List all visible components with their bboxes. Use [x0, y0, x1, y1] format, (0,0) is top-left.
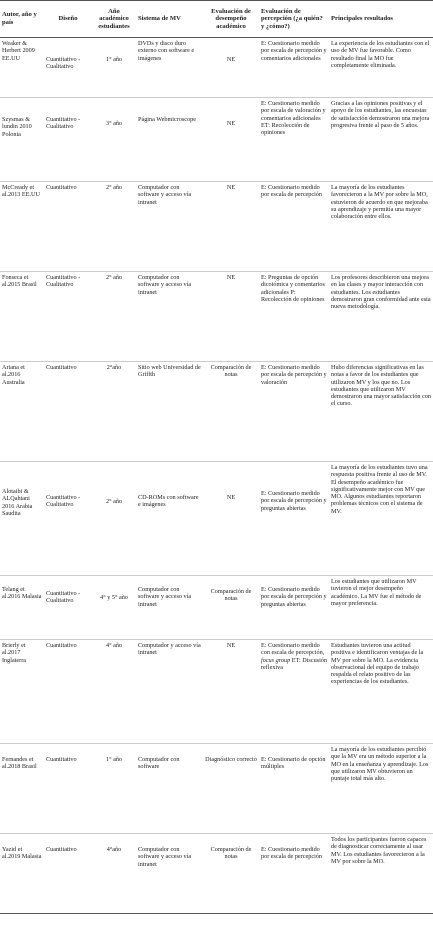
cell-results: Estudiantes tuvieron una actitud positiva e identificaron ventajas de la MV por sobre la MO. La evidencia observacional del equipo de trabajo respalda el relato positivo de las experiencias de los estudiantes. — [331, 642, 424, 686]
cell-system: Sitio web Universidad de Griffth — [138, 364, 201, 379]
cell-year: 2° año — [105, 274, 123, 281]
cell-year: 3° año — [105, 120, 123, 127]
header-system: Sistema de MV — [136, 1, 203, 38]
cell-design: Cuantitativo -Cualitativo — [46, 56, 81, 71]
cell-design: Cuantitativo -Cualitativo — [46, 116, 81, 131]
cell-author: Fernandes et al.2018 Brasil — [2, 756, 37, 771]
perception-focus-group: focus group — [261, 656, 291, 664]
cell-perception: E: Cuestionario medido por escala de percepción y preguntas abiertas — [261, 490, 327, 512]
cell-design: Cuantitativo -Cualitativo — [46, 494, 81, 509]
cell-perception: E: Cuestionario de opción múltiples — [261, 756, 326, 771]
cell-design: Cuantitativo — [46, 364, 77, 371]
cell-design: Cuantitativo — [46, 846, 77, 853]
cell-performance: Comparación de notas — [210, 846, 252, 861]
cell-results: Los profesores describieron una mejora en las clases y mayor interacción con estudiantes. Los estudiantes demostraron gran conformidad ante esta nueva metodología. — [331, 274, 431, 311]
cell-perception: E: Cuestionario medido por escala de valoración y comentarios adicionales ET: Recolección de opiniones — [261, 100, 326, 137]
table-row — [0, 362, 433, 462]
header-design: Diseño — [44, 1, 92, 38]
cell-system: Página Webmicroscope — [138, 116, 196, 123]
cell-system: Computador con software y acceso vía intranet — [138, 184, 192, 206]
cell-perception: E: Preguntas de opción dicotómica y comentarios adicionales P: Recolección de opiniones — [261, 274, 325, 303]
cell-design: Cuantitativo — [46, 642, 77, 649]
cell-system: Computador con software y acceso vía intranet — [138, 846, 192, 868]
header-author: Autor, año y país — [0, 1, 44, 38]
cell-performance: NE — [226, 184, 236, 191]
cell-perception: E: Cuestionario medido por escala de percepción y preguntas abiertas — [261, 586, 327, 608]
cell-design: Cuantitativo — [46, 756, 77, 763]
cell-results: La mayoría de los estudiantes tuvo una respuesta positiva frente al uso de MV. El desempeño académico fue significativamente mejor con MV que MO. Algunos estudiantes reportaron problemas técnicos con el sistema de MV. — [331, 464, 428, 515]
cell-system: Computador con software y acceso vía intranet — [138, 586, 192, 608]
cell-results: Gracias a las opiniones positivas y el apoyo de los estudiantes, las encuestas de satisfacción demostraron una mejora progresiva frente al paso de 5 años. — [331, 100, 430, 129]
cell-perception — [259, 640, 329, 744]
table-row — [0, 182, 433, 272]
cell-author: Ariana et al.2016 Australia — [2, 364, 25, 386]
perception-text: E: Cuestionario medido con escala de percepción, — [261, 642, 325, 657]
header-year: Año académico estudiantes — [92, 1, 136, 38]
cell-results: La experiencia de los estudiantes con el uso de MV fue favorable. Como resultado final la MO fue completamente eliminada. — [331, 40, 430, 69]
cell-perception: E: Cuestionario medido por escala de percepción y valoración — [261, 364, 327, 386]
cell-results: La mayoría de los estudiantes favorecieron a la MV por sobre la MO, estuvieron de acuerdo en que mejoraba su aprendizaje y permitía una mayor colaboración entre ellos. — [331, 184, 428, 221]
cell-performance: NE — [226, 120, 236, 127]
table-header-row — [0, 1, 433, 38]
table-row — [0, 272, 433, 362]
cell-system: Computador con software y acceso vía intranet — [138, 274, 192, 296]
cell-year: 2°año — [106, 364, 122, 371]
cell-performance: NE — [226, 56, 236, 63]
cell-system: DVDs y disco duro externo con software e imágenes — [138, 40, 195, 62]
cell-performance: NE — [226, 494, 236, 501]
cell-author: Yazid et al.2019 Malasia — [2, 846, 42, 861]
cell-performance: Diagnóstico correcto — [205, 756, 257, 763]
cell-results: Los estudiantes que utilizaron MV tuvieron el mejor desempeño académico. La MV fue el método de mayor preferencia. — [331, 578, 422, 607]
table-row — [0, 98, 433, 182]
cell-author: Fonseca et al.2015 Brasil — [2, 274, 37, 289]
cell-perception: E: Cuestionario medido por escala de percepción — [261, 846, 322, 861]
cell-perception: E: Cuestionario medido por escala de percepción y comentarios adicionales — [261, 40, 327, 62]
table-row — [0, 576, 433, 640]
table-row — [0, 640, 433, 744]
cell-system: Computador y acceso vía intranet — [138, 642, 201, 657]
cell-author: Telang et al.2016 Malasia — [2, 586, 42, 601]
table-row — [0, 744, 433, 834]
header-performance: Evaluación de desempeño académico — [203, 1, 259, 38]
header-results: Principales resultados — [329, 1, 433, 38]
table-row — [0, 38, 433, 98]
cell-design: Cuantitativo -Cualitativo — [46, 274, 81, 289]
cell-author: Szysmas & lundin 2010 Polonia — [2, 116, 32, 138]
cell-design: Cuantitativo — [46, 184, 77, 191]
perception-text-after: ET: Discusión reflexiva — [261, 656, 327, 671]
cell-system: CD-ROMs con software e imágenes — [138, 494, 199, 509]
cell-year: 1° año — [105, 756, 123, 763]
cell-performance: NE — [226, 274, 236, 281]
cell-system: Computador con software — [138, 756, 180, 771]
cell-year: 2° año — [105, 184, 123, 191]
cell-performance: NE — [226, 642, 236, 649]
cell-results: Todos los participantes fueron capaces de diagnosticar correctamente al usar MV. Los estudiantes favorecieron a la MV por sobre la MO. — [331, 836, 427, 865]
table-row — [0, 462, 433, 576]
cell-year: 1° año — [105, 56, 123, 63]
cell-perception: E: Cuestionario medido por escala de percepción — [261, 184, 322, 199]
cell-results: Hubo diferencias significativas en las notas a favor de los estudiantes que utilizaron MV y los que no. Los estudiantes que utilizaron MV demostraron una mayor satisfacción con el curso. — [331, 364, 431, 408]
cell-year: 4° y 5° año — [100, 594, 128, 601]
cell-author: McCready et al.2013 EE.UU — [2, 184, 40, 199]
table-row — [0, 834, 433, 914]
cell-author: Brierly et al.2017 Inglaterra — [2, 642, 27, 664]
cell-design: Cuantitativo -Cualitativo — [46, 590, 81, 605]
cell-year: 2° año — [105, 498, 123, 505]
cell-results: La mayoría de los estudiantes percibió que la MV era un método superior a la MO en la enseñanza y aprendizaje. Los que utilizaron MV obtuvieron un puntaje total más alto. — [331, 746, 429, 783]
cell-performance: Comparación de notas — [210, 364, 252, 379]
header-perception: Evaluación de percepción (¿a quién? y ¿cómo?) — [259, 1, 329, 38]
cell-author: Weaker & Herbert 2009 EE.UU — [2, 40, 35, 62]
cell-author: Alotaibi & ALQahtani 2016 Arabia Saudita — [2, 488, 33, 517]
cell-year: 4°año — [106, 846, 122, 853]
cell-performance: Comparación de notas — [210, 588, 252, 603]
cell-year: 4° año — [105, 642, 123, 649]
